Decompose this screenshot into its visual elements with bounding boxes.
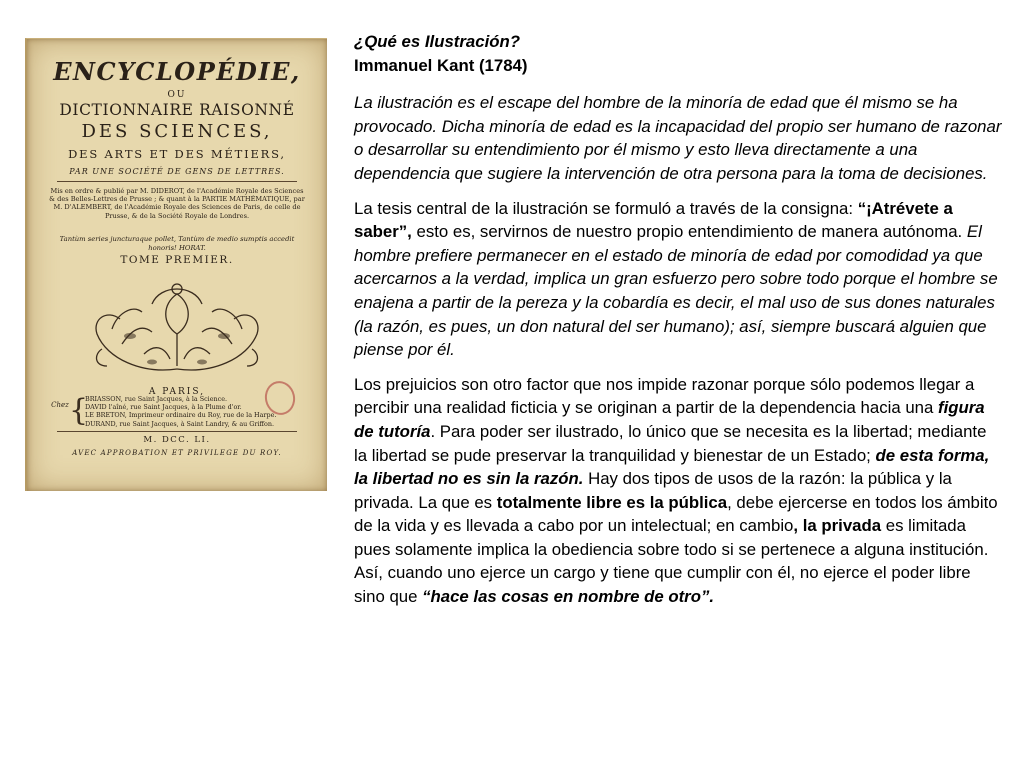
- book-line-sciences: DES SCIENCES,: [81, 121, 273, 142]
- publisher-line: DURAND, rue Saint Jacques, à Saint Landry, & au Griffon.: [85, 419, 275, 428]
- book-year: M. DCC. LI.: [143, 435, 211, 445]
- paragraph-3: [354, 373, 1002, 609]
- publisher-line: LE BRETON, Imprimeur ordinaire du Roy, rue de la Harpe.: [85, 411, 277, 420]
- book-publishers: [85, 395, 315, 428]
- book-ou: OU: [167, 90, 187, 100]
- heading: [354, 30, 1002, 77]
- p3-bold-italic: de esta forma, la libertad no es sin la razón.: [354, 445, 990, 489]
- p3-bold-italic: figura de tutoría: [354, 398, 985, 441]
- heading-author: Immanuel Kant (1784): [354, 55, 528, 75]
- brace-icon: {: [69, 393, 89, 428]
- p3-text: , debe ejercerse en todos los ámbito de la vida y es llevada a cabo por un intelectual; en cambio: [354, 492, 998, 536]
- p2-text: La tesis central de la ilustración se formuló a través de la consigna:: [354, 198, 858, 218]
- paragraph-2: [354, 197, 1002, 362]
- paragraph-1: La ilustración es el escape del hombre de la minoría de edad que él mismo se ha provocado. Dicha minoría de edad es la incapacidad del propio ser humano de razonar o desarrollar su entendimiento por él mismo y esto lleva directamente a una dependencia que sugiere la intervención de otra persona para la toma de decisiones.: [354, 93, 1002, 183]
- heading-question: ¿Qué es Ilustración?: [354, 32, 520, 51]
- book-chez: Chez: [51, 401, 69, 409]
- book-authors: Mis en ordre & publié par M. DIDEROT, de l'Académie Royale des Sciences & des Belles-Lettres de Prusse ; & quant à la PARTIE MATHÉMATIQUE, par M. D'ALEMBERT, de l'Académie Royale des Sciences de Paris, de celle de Prusse, & de la Société Royale de Londres.: [49, 187, 305, 220]
- p3-bold: , la privada: [793, 516, 882, 536]
- p2-motto-bold: “¡Atrévete a saber”,: [354, 198, 953, 242]
- p3-bold-italic: “hace las cosas en nombre de otro”.: [422, 587, 715, 607]
- book-line-arts: DES ARTS ET DES MÉTIERS,: [68, 147, 286, 161]
- book-motto: Tantùm series juncturaque pollet, Tantùm de medio sumptis accedit honoris! HORAT.: [59, 235, 295, 252]
- book-line-dictionnaire: DICTIONNAIRE RAISONNÉ: [59, 101, 295, 119]
- p3-text: es limitada pues solamente implica la obediencia sobre todo si se pertenece a alguna institución. Así, cuando uno ejerce un cargo y tiene que cumplir con él, no ejerce el poder libre sino que: [354, 516, 989, 607]
- book-title: ENCYCLOPÉDIE,: [53, 57, 301, 86]
- p3-text: . Para poder ser ilustrado, lo único que se necesita es la libertad; mediante la libertad se pude preservar la tranquilidad y bienestar de un Estado;: [354, 421, 987, 465]
- p3-text: Hay dos tipos de usos de la razón: la pública y la privada. La que es: [354, 469, 952, 512]
- text-column: [354, 30, 1002, 620]
- vignette-ornament-icon: [82, 274, 272, 384]
- book-privilege: AVEC APPROBATION ET PRIVILEGE DU ROY.: [72, 449, 282, 457]
- publisher-line: BRIASSON, rue Saint Jacques, à la Science.: [85, 395, 228, 403]
- p3-bold: totalmente libre es la pública: [496, 492, 728, 512]
- p3-text: Los prejuicios son otro factor que nos impide razonar porque sólo podemos llegar a percibir una realidad ficticia y se originan a partir de la dependencia hacia una: [354, 374, 975, 418]
- book-rule: [57, 181, 297, 182]
- encyclopedie-title-page-image: [25, 38, 327, 491]
- p2-text: esto es, servirnos de nuestro propio entendimiento de manera autónoma.: [411, 222, 967, 242]
- book-city: A PARIS,: [148, 387, 206, 397]
- book-tome: TOME PREMIER.: [120, 254, 234, 266]
- publisher-line: DAVID l'aîné, rue Saint Jacques, à la Plume d'or.: [85, 403, 242, 412]
- book-rule: [57, 431, 297, 432]
- book-line-societe: PAR UNE SOCIÉTÉ DE GENS DE LETTRES.: [69, 167, 285, 176]
- p2-italic: El hombre prefiere permanecer en el estado de minoría de edad por comodidad ya que acercarnos a la verdad, implica un gran esfuerzo pero sobre todo porque el hombre se enajena a partir de la pereza y la cobardía es decir, el mal uso de sus dones naturales (la razón, es pues, un don natural del ser humano); así, siempre buscará alguien que piense por él.: [354, 222, 998, 360]
